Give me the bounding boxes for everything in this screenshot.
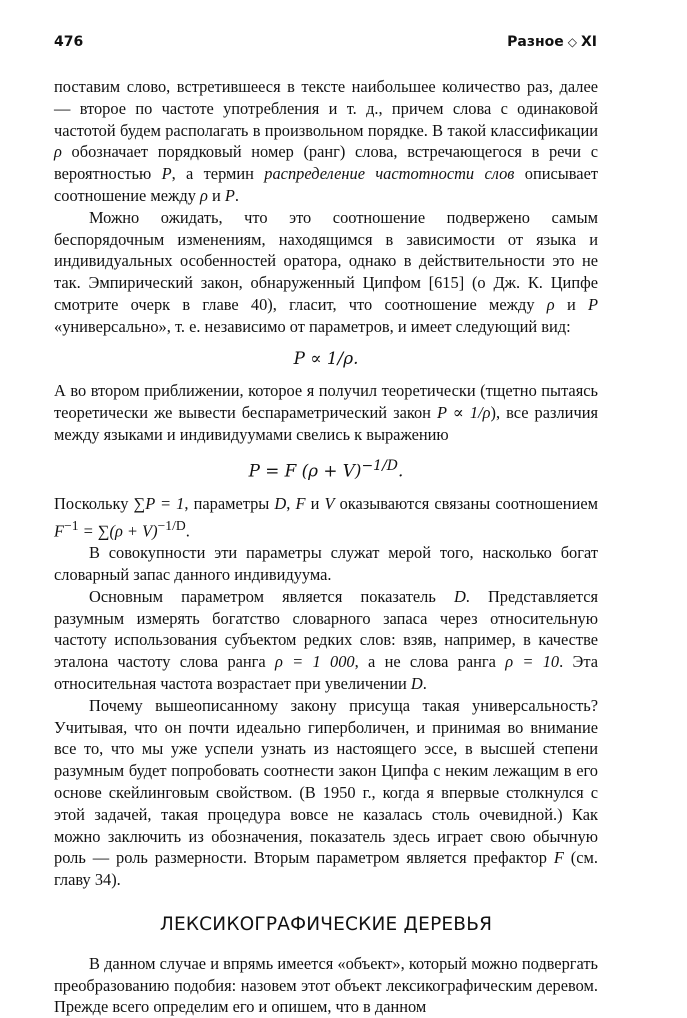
- text: ), все различия между языками и индивидуумами свелись к выражению: [54, 403, 598, 444]
- math-P: P: [161, 164, 172, 184]
- formula-zipf-law: P ∝ 1/ρ.: [293, 347, 359, 368]
- math-exponent: −1: [64, 517, 79, 533]
- paragraph-3: [54, 380, 598, 445]
- math-P: P: [224, 185, 235, 205]
- chapter-number: XI: [580, 34, 597, 50]
- text: . Представляется разумным измерять богатство словарного запаса через относительную частоту использования субъектом редких слов: взяв, например, в качестве эталона частоту слова ранга: [54, 586, 599, 672]
- text: , параметры: [184, 494, 275, 514]
- formula-exponent: −1/D: [361, 457, 398, 474]
- math-sum: ∑P = 1: [133, 494, 185, 514]
- term-italic: распределение частотности слов: [264, 164, 515, 184]
- text: .: [185, 521, 190, 541]
- paragraph-6: [54, 586, 598, 695]
- text: описывает соотношение между: [54, 164, 599, 205]
- text: А во втором приближении, которое я получил теоретически (тщетно пытаясь теоретически же вывести беспараметрический закон: [54, 381, 598, 423]
- math-rho: ρ: [546, 294, 555, 314]
- text: Поскольку: [54, 494, 134, 514]
- math-rank: ρ = 1 000: [274, 652, 355, 672]
- text: .: [422, 673, 427, 693]
- text: Можно ожидать, что это соотношение подвержено самым беспорядочным изменениям, находящимся в зависимости от языка и индивидуальных особенностей оратора, однако в действительности это не так. Эмпирический закон, обнаруженный Ципфом [615] (о Дж. К. Ципфе смотрите очерк в главе 40), гласит, что соотношение между: [54, 207, 598, 314]
- text: Почему вышеописанному закону присуща такая универсальность? Учитывая, что он почти идеально гиперболичен, и принимая во внимание все то, что мы уже успели узнать из настоящего эссе, в высшей степени разумным будет попробовать соотнести закон Ципфа с неким лежащим в его основе скейлинговым свойством. (В 1950 г., когда я впервые столкнулся с этой задачей, такая процедура вовсе не казалась столь очевидной.) Как можно заключить из обозначения, показатель здесь играет свою обычную роль — роль размерности. Вторым параметром является префактор: [54, 695, 598, 868]
- chapter-title: Разное: [507, 34, 564, 50]
- math-F: F: [54, 521, 65, 541]
- text: и: [305, 494, 325, 514]
- running-header: [54, 34, 597, 50]
- text-body: [54, 76, 598, 1018]
- math-law: P ∝ 1/ρ: [437, 403, 491, 423]
- paragraph-7: [54, 695, 598, 891]
- text: оказываются связаны соотношением: [334, 494, 598, 514]
- paragraph-2: [54, 207, 598, 338]
- math-P: P: [587, 294, 598, 314]
- paragraph-1: [54, 76, 598, 207]
- formula-main: P = F (ρ + V): [248, 460, 362, 481]
- text: (см. главу 34).: [54, 848, 598, 890]
- page-number: 476: [54, 34, 84, 50]
- text: . Эта относительная частота возрастает при увеличении: [54, 652, 598, 693]
- math-rank: ρ = 10: [505, 652, 560, 672]
- text: , а термин: [171, 164, 265, 184]
- text: поставим слово, встретившееся в тексте наибольшее количество раз, далее — второе по частоте употребления и т. д., причем слова с одинаковой частотой будем располагать в произвольном порядке. В такой классификации: [54, 77, 598, 140]
- math-D: D: [410, 673, 423, 693]
- math-rho: ρ: [200, 185, 208, 205]
- math-rho: ρ: [54, 142, 62, 162]
- math-F: F: [553, 848, 564, 868]
- math-D: D: [274, 494, 287, 514]
- formula-generalized-law: [54, 456, 598, 482]
- text: .: [234, 185, 239, 205]
- section-heading: ЛЕКСИКОГРАФИЧЕСКИЕ ДЕРЕВЬЯ: [159, 913, 493, 935]
- math-exponent: −1/D: [157, 517, 186, 533]
- math-V: V: [324, 494, 335, 514]
- text: ,: [286, 494, 296, 514]
- paragraph-8: В данном случае и впрямь имеется «объект», который можно подвергать преобразованию подобия: назовем этот объект лексикографическим деревом. Прежде всего определим его и опишем, что в данном: [54, 953, 598, 1017]
- text: Основным параметром является показатель: [89, 586, 454, 606]
- chapter-heading: [507, 34, 597, 50]
- text: и: [207, 185, 225, 205]
- paragraph-4: [54, 493, 598, 542]
- math-F: F: [295, 494, 306, 514]
- diamond-separator-icon: ◇: [567, 35, 577, 49]
- text: и: [554, 294, 588, 314]
- text: , а не слова ранга: [354, 652, 506, 672]
- paragraph-5: В совокупности эти параметры служат мерой того, насколько богат словарный запас данного индивидуума.: [54, 543, 598, 584]
- math-D: D: [453, 586, 466, 606]
- math-sum-relation: = ∑(ρ + V): [78, 521, 158, 541]
- formula-end: .: [398, 460, 404, 481]
- text: «универсально», т. е. независимо от параметров, и имеет следующий вид:: [54, 316, 571, 336]
- text: обозначает порядковый номер (ранг) слова, встречающегося в речи с вероятностью: [54, 142, 598, 184]
